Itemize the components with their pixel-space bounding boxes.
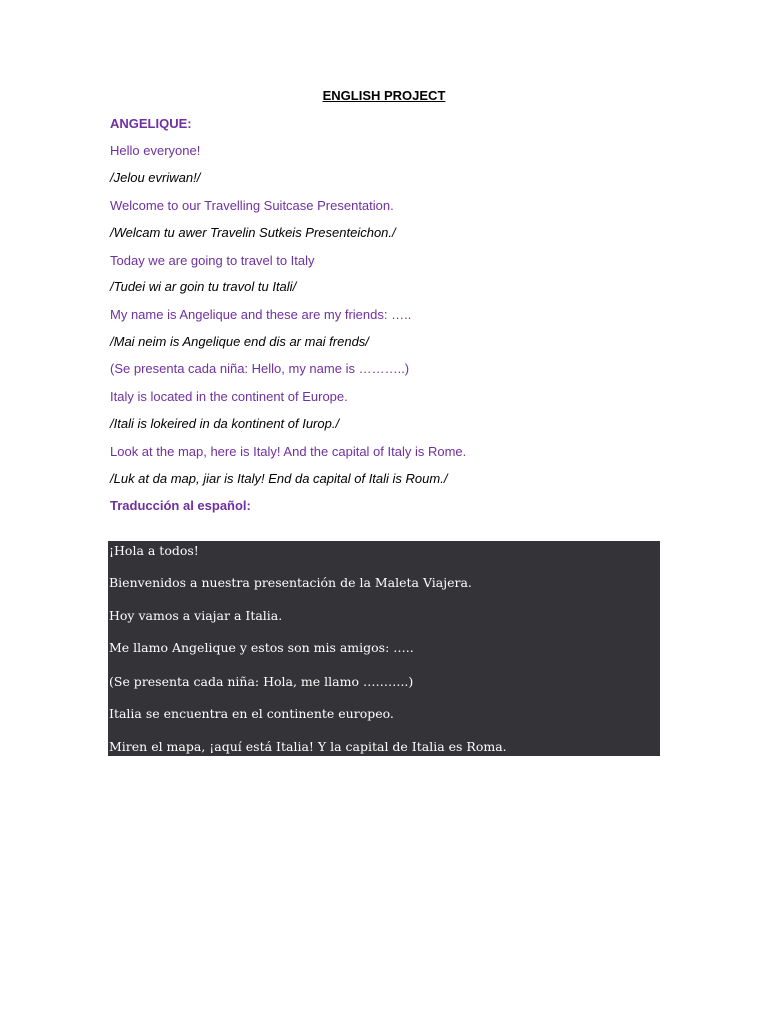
translation-heading: Traducción al español: <box>110 498 251 513</box>
page-title: ENGLISH PROJECT <box>322 88 446 103</box>
phonetic-line: /Luk at da map, jiar is Italy! End da capital of Itali is Roum./ <box>110 471 448 486</box>
phonetic-line: /Itali is lokeired in da kontinent of Iurop./ <box>110 416 340 431</box>
phonetic-line: /Welcam tu awer Travelin Sutkeis Presenteichon./ <box>110 225 396 240</box>
translation-line: (Se presenta cada niña: Hola, me llamo ………..) <box>109 674 414 689</box>
dialogue-line: Look at the map, here is Italy! And the capital of Italy is Rome. <box>110 444 467 459</box>
translation-box <box>108 541 660 756</box>
phonetic-line: /Jelou evriwan!/ <box>110 170 201 185</box>
speaker-heading: ANGELIQUE: <box>110 116 192 131</box>
translation-line: ¡Hola a todos! <box>109 543 199 558</box>
phonetic-line: /Tudei wi ar goin tu travol tu Itali/ <box>110 279 297 294</box>
dialogue-line: My name is Angelique and these are my friends: ….. <box>110 307 412 322</box>
dialogue-line: Italy is located in the continent of Europe. <box>110 389 348 404</box>
dialogue-line: Today we are going to travel to Italy <box>110 253 315 268</box>
dialogue-line: Welcome to our Travelling Suitcase Presentation. <box>110 198 394 213</box>
translation-line: Me llamo Angelique y estos son mis amigos: ….. <box>109 640 414 655</box>
dialogue-line: Hello everyone! <box>110 143 201 158</box>
translation-line: Bienvenidos a nuestra presentación de la Maleta Viajera. <box>109 575 472 590</box>
translation-line: Hoy vamos a viajar a Italia. <box>109 608 283 623</box>
translation-line: Italia se encuentra en el continente europeo. <box>109 706 394 721</box>
phonetic-line: /Mai neim is Angelique end dis ar mai frends/ <box>110 334 369 349</box>
translation-line: Miren el mapa, ¡aquí está Italia! Y la capital de Italia es Roma. <box>109 739 507 754</box>
dialogue-line: (Se presenta cada niña: Hello, my name is ………..) <box>110 361 410 376</box>
